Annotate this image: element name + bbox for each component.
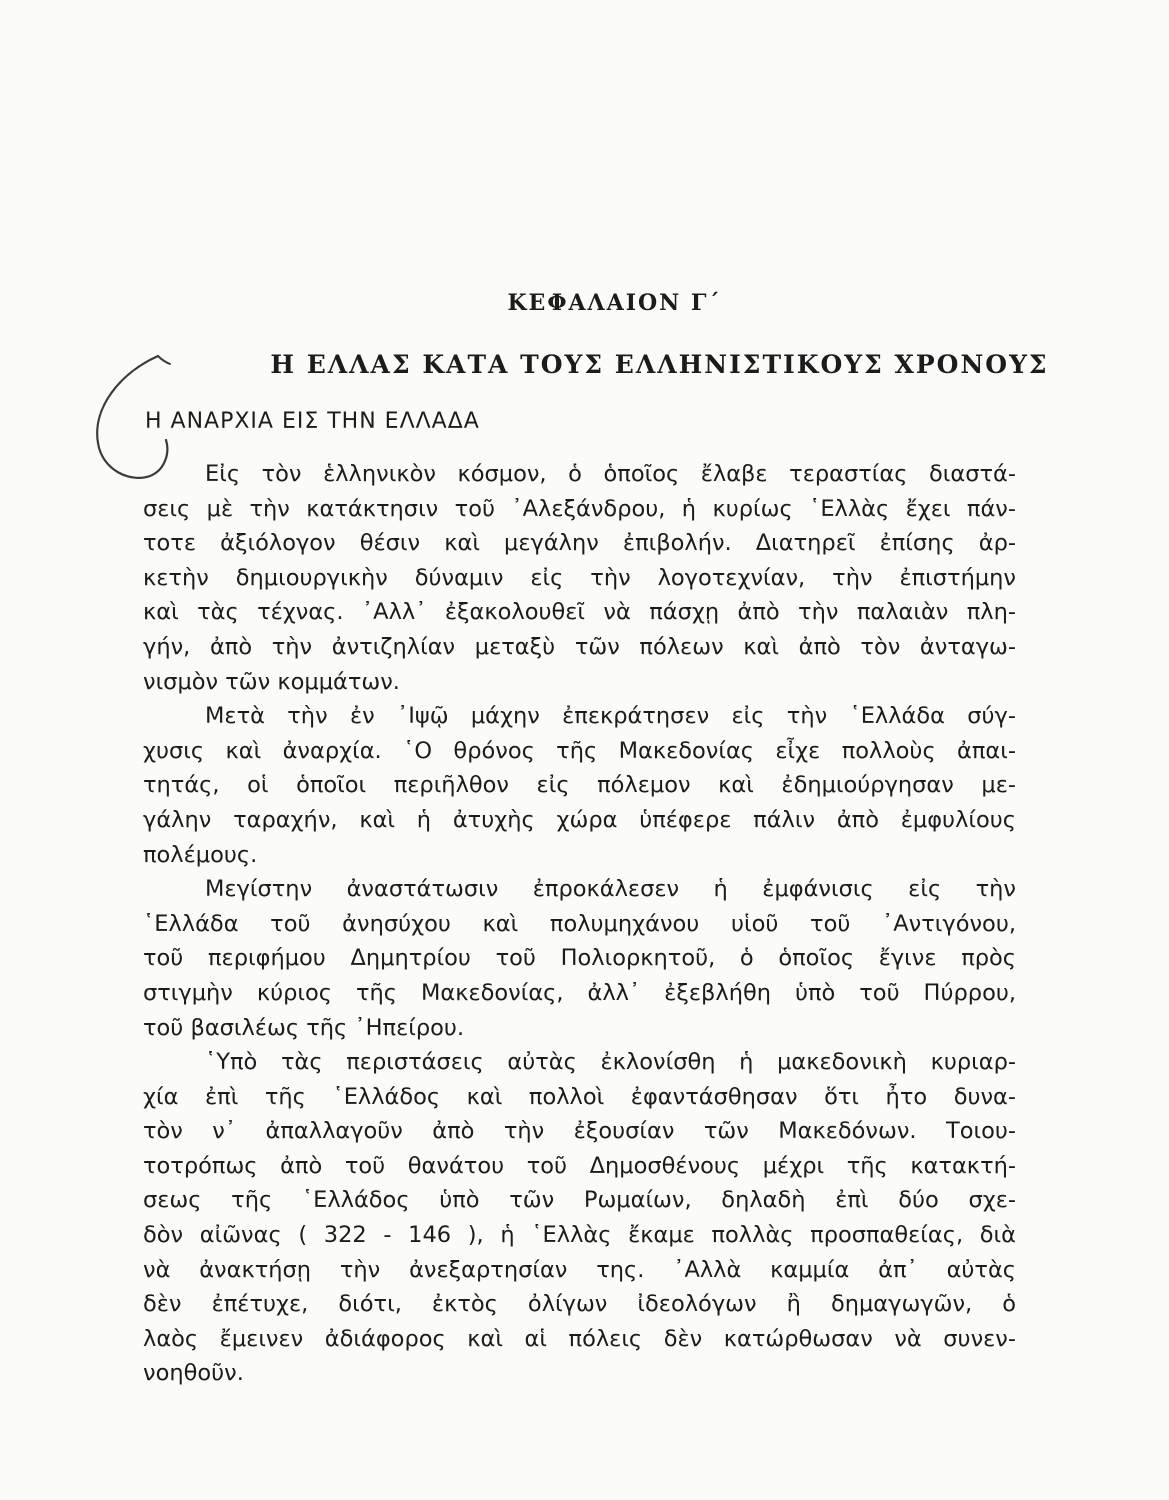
- paragraph-1: [143, 457, 1016, 699]
- text-line: τοῦ περιφήμου Δημητρίου τοῦ Πολιορκητοῦ, ὁ ὁποῖος ἔγινε πρὸς: [143, 945, 1016, 972]
- text-line: χία ἐπὶ τῆς ῾Ελλάδος καὶ πολλοὶ ἐφαντάσθησαν ὅτι ἦτο δυνα-: [143, 1083, 1016, 1110]
- text-line: νοηθοῦν.: [143, 1360, 244, 1387]
- text-line: ῾Ελλάδα τοῦ ἀνησύχου καὶ πολυμηχάνου υἱοῦ τοῦ ᾿Αντιγόνου,: [143, 910, 1016, 937]
- text-line: γήν, ἀπὸ τὴν ἀντιζηλίαν μεταξὺ τῶν πόλεων καὶ ἀπὸ τὸν ἀνταγω-: [143, 633, 1016, 660]
- text-line: πολέμους.: [143, 841, 258, 868]
- text-line: δὲν ἐπέτυχε, διότι, ἐκτὸς ὀλίγων ἰδεολόγων ἢ δημαγωγῶν, ὁ: [143, 1291, 1016, 1318]
- section-heading: Η ΑΝΑΡΧΙΑ ΕΙΣ ΤΗΝ ΕΛΛΑΔΑ: [145, 409, 480, 434]
- text-line: σεως τῆς ῾Ελλάδος ὑπὸ τῶν Ρωμαίων, δηλαδὴ ἐπὶ δύο σχε-: [143, 1187, 1016, 1214]
- text-line: τοῦ βασιλέως τῆς ᾿Ηπείρου.: [143, 1014, 465, 1041]
- paragraph-3: [143, 872, 1016, 1045]
- text-line: χυσις καὶ ἀναρχία. ῾Ο θρόνος τῆς Μακεδονίας εἶχε πολλοὺς ἀπαι-: [143, 737, 1016, 764]
- text-line: σεις μὲ τὴν κατάκτησιν τοῦ ᾿Αλεξάνδρου, ἡ κυρίως ῾Ελλὰς ἔχει πάν-: [143, 495, 1016, 522]
- text-line: τητάς, οἱ ὁποῖοι περιῆλθον εἰς πόλεμον καὶ ἐδημιούργησαν με-: [143, 772, 1016, 799]
- paragraph-4: [143, 1045, 1016, 1391]
- text-line: Μεγίστην ἀναστάτωσιν ἐπροκάλεσεν ἡ ἐμφάνισις εἰς τὴν: [205, 876, 1016, 903]
- text-line: λαὸς ἔμεινεν ἀδιάφορος καὶ αἱ πόλεις δὲν κατώρθωσαν νὰ συνεν-: [143, 1325, 1016, 1352]
- text-line: δὸν αἰῶνας ( 322 - 146 ), ἡ ῾Ελλὰς ἔκαμε πολλὰς προσπαθείας, διὰ: [143, 1222, 1016, 1249]
- text-line: τοτρόπως ἀπὸ τοῦ θανάτου τοῦ Δημοσθένους μέχρι τῆς κατακτή-: [143, 1152, 1016, 1179]
- page-title: Η ΕΛΛΑΣ ΚΑΤΑ ΤΟΥΣ ΕΛΛΗΝΙΣΤΙΚΟΥΣ ΧΡΟΝΟΥΣ: [270, 350, 1049, 379]
- body-text: [143, 457, 1016, 1391]
- chapter-heading: ΚΕΦΑΛΑΙΟΝ Γ΄: [507, 290, 722, 316]
- text-line: ῾Υπὸ τὰς περιστάσεις αὐτὰς ἐκλονίσθη ἡ μακεδονικὴ κυριαρ-: [205, 1049, 1016, 1076]
- text-line: Μετὰ τὴν ἐν ᾿Ιψῷ μάχην ἐπεκράτησεν εἰς τὴν ῾Ελλάδα σύγ-: [205, 703, 1016, 730]
- paragraph-2: [143, 699, 1016, 872]
- text-line: Εἰς τὸν ἑλληνικὸν κόσμον, ὁ ὁποῖος ἔλαβε τεραστίας διαστά-: [205, 461, 1016, 487]
- text-line: γάλην ταραχήν, καὶ ἡ ἀτυχὴς χώρα ὑπέφερε πάλιν ἀπὸ ἐμφυλίους: [143, 806, 1016, 833]
- text-line: νισμὸν τῶν κομμάτων.: [143, 668, 400, 695]
- text-line: τὸν ν᾿ ἀπαλλαγοῦν ἀπὸ τὴν ἐξουσίαν τῶν Μακεδόνων. Τοιου-: [143, 1118, 1016, 1145]
- text-line: καὶ τὰς τέχνας. ᾿Αλλ᾿ ἐξακολουθεῖ νὰ πάσχῃ ἀπὸ τὴν παλαιὰν πλη-: [143, 599, 1016, 626]
- text-line: τοτε ἀξιόλογον θέσιν καὶ μεγάλην ἐπιβολήν. Διατηρεῖ ἐπίσης ἀρ-: [143, 530, 1016, 557]
- text-line: κετὴν δημιουργικὴν δύναμιν εἰς τὴν λογοτεχνίαν, τὴν ἐπιστήμην: [143, 564, 1016, 591]
- text-line: στιγμὴν κύριος τῆς Μακεδονίας, ἀλλ᾿ ἐξεβλήθη ὑπὸ τοῦ Πύρρου,: [143, 979, 1016, 1006]
- text-line: νὰ ἀνακτήσῃ τὴν ἀνεξαρτησίαν της. ᾿Αλλὰ καμμία ἀπ᾿ αὐτὰς: [143, 1256, 1016, 1283]
